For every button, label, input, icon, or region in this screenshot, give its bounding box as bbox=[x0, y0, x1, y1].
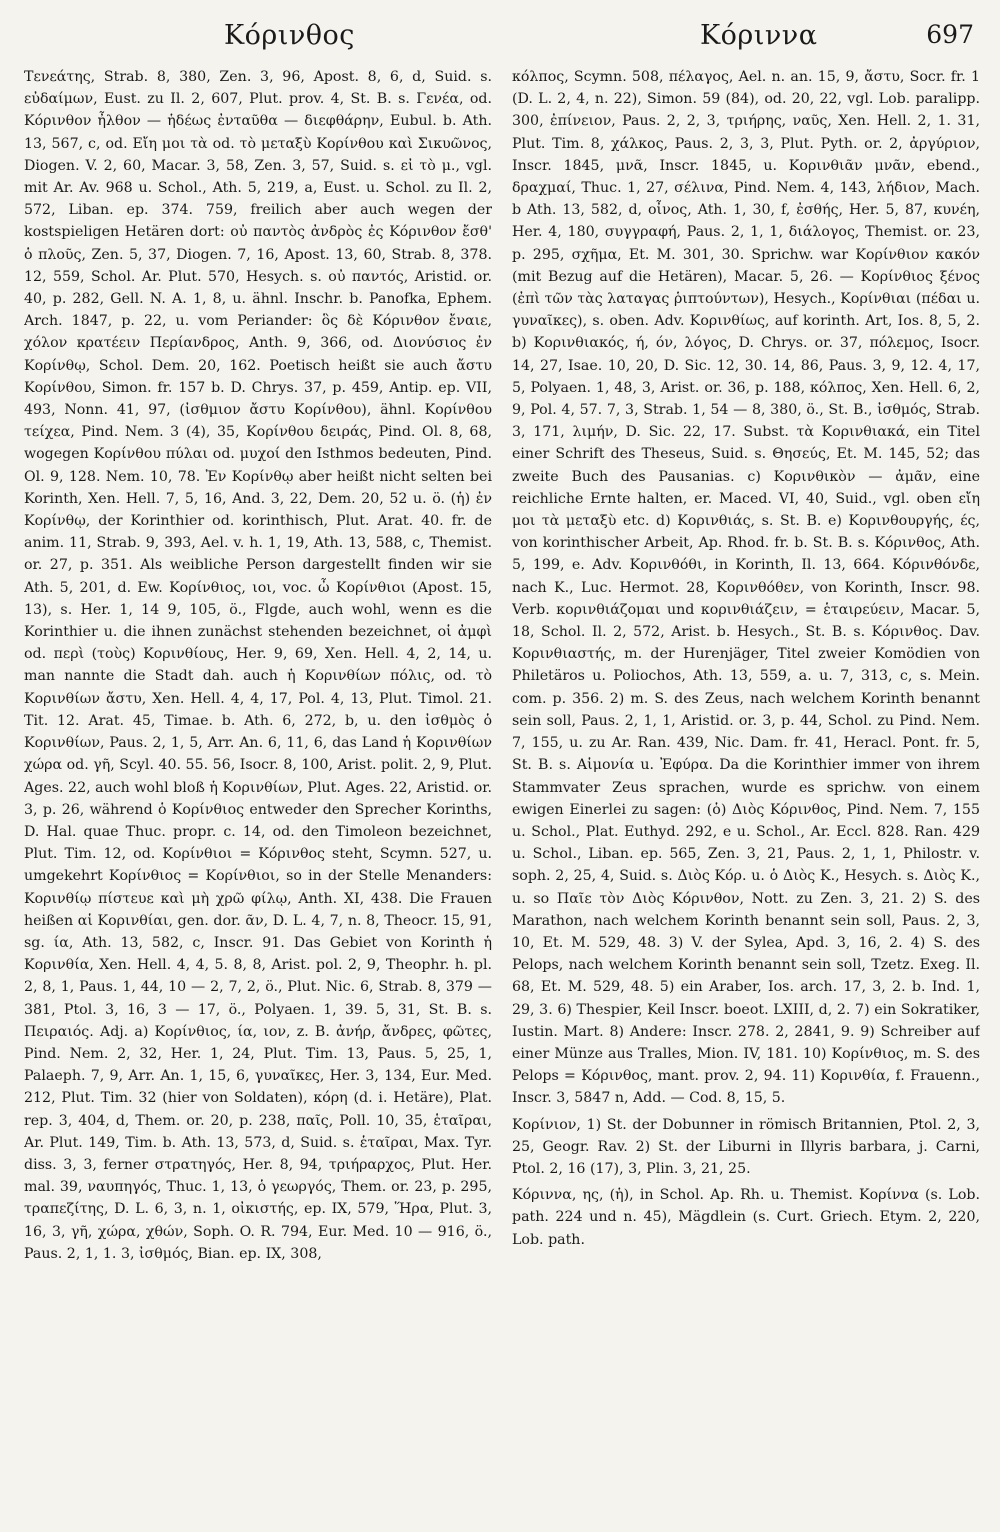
left-column-entry-text: Τενεάτης, Strab. 8, 380, Zen. 3, 96, Apost. 8, 6, d, Suid. s. εὐδαίμων, Eust. zu Il. 2, 607, Plut. prov. 4, St. B. s. Γενέα, od. Κόρινθον ἦλθον — ἡδέως ἐνταῦθα — διεφθάρην, Eubul. b. Ath. 13, 567, c, od. Εἴη μοι τὰ od. τὸ μεταξὺ Κορίνθου καὶ Σικυῶνος, Diogen. V. 2, 60, Macar. 3, 58, Zen. 3, 57, Suid. s. εἰ τὸ μ., vgl. mit Ar. Av. 968 u. Schol., Ath. 5, 219, a, Eust. u. Schol. zu Il. 2, 572, Liban. ep. 374. 759, freilich aber auch wegen der kostspieligen Hetären dort: οὐ παντὸς ἀνδρὸς ἐς Κόρινθον ἔσθ' ὁ πλοῦς, Zen. 5, 37, Diogen. 7, 16, Apost. 13, 60, Strab. 8, 378. 12, 559, Schol. Ar. Plut. 570, Hesych. s. οὐ παντός, Aristid. or. 40, p. 282, Gell. N. A. 1, 8, u. ähnl. Inschr. b. Panofka, Ephem. Arch. 1847, p. 22, u. vom Periander: ὃς δὲ Κόρινθον ἔναιε, χόλον κρατέειν Περίανδρος, Anth. 9, 366, od. Διονύσιος ἐν Κορίνθῳ, Schol. Dem. 20, 162. Poetisch heißt sie auch ἄστυ Κορίνθου, Simon. fr. 157 b. D. Chrys. 37, p. 459, Antip. ep. VII, 493, Nonn. 41, 97, (ἰσθμιον ἄστυ Κορίνθου), ähnl. Κορίνθου τείχεα, Pind. Nem. 3 (4), 35, Κορίνθου δειράς, Pind. Ol. 8, 68, wogegen Κορίνθου πύλαι od. μυχοί den Isthmos bedeuten, Pind. Ol. 9, 128. Nem. 10, 78. Ἐν Κορίνθῳ aber heißt nicht selten bei Korinth, Xen. Hell. 7, 5, 16, And. 3, 22, Dem. 20, 52 u. ö. (ἡ) ἐν Κορίνθῳ, der Korinthier od. korinthisch, Plut. Arat. 40. fr. de anim. 11, Strab. 9, 393, Ael. v. h. 1, 19, Ath. 13, 588, c, Themist. or. 27, p. 351. Als weibliche Person dargestellt finden wir sie Ath. 5, 201, d. Ew. Κορίνθιος, ιοι, voc. ὦ Κορίνθιοι (Apost. 15, 13), s. Her. 1, 14 9, 105, ö., Flgde, auch wohl, wenn es die Korinthier u. die ihnen zunächst stehenden bezeichnet, οἱ ἀμφὶ od. περὶ (τοὺς) Κορινθίους, Her. 9, 69, Xen. Hell. 4, 2, 14, u. man nannte die Stadt dah. auch ἡ Κορινθίων πόλις, od. τὸ Κορινθίων ἄστυ, Xen. Hell. 4, 4, 17, Pol. 4, 13, Plut. Timol. 21. Tit. 12. Arat. 45, Timae. b. Ath. 6, 272, b, u. den ἰσθμὸς ὁ Κορινθίων, Paus. 2, 1, 5, Arr. An. 6, 11, 6, das Land ἡ Κορινθίων χώρα od. γῆ, Scyl. 40. 55. 56, Isocr. 8, 100, Arist. polit. 2, 9, Plut. Ages. 22, auch wohl bloß ἡ Κορινθίων, Plut. Ages. 22, Aristid. or. 3, p. 26, während ὁ Κορίνθιος entweder den Sprecher Korinths, D. Hal. quae Thuc. propr. c. 14, od. den Timoleon bezeichnet, Plut. Tim. 12, od. Κορίνθιοι = Κόρινθος steht, Scymn. 527, u. umgekehrt Κορίνθιος = Κορίνθιοι, so in der Stelle Menanders: Κορινθίῳ πίστευε καὶ μὴ χρῶ φίλῳ, Anth. XI, 438. Die Frauen heißen αἱ Κορινθίαι, gen. dor. ᾶν, D. L. 4, 7, n. 8, Theocr. 15, 91, sg. ία, Ath. 13, 582, c, Inscr. 91. Das Gebiet von Korinth ἡ Κορινθία, Xen. Hell. 4, 4, 5. 8, 8, Arist. pol. 2, 9, Theophr. h. pl. 2, 8, 1, Paus. 1, 44, 10 — 2, 7, 2, ö., Plut. Nic. 6, Strab. 8, 379 — 381, Ptol. 3, 16, 3 — 17, ö., Polyaen. 1, 39. 5, 31, St. B. s. Πειραιός. Adj. a) Κορίνθιος, ία, ιον, z. B. ἀνήρ, ἄνδρες, φῶτες, Pind. Nem. 2, 32, Her. 1, 24, Plut. Tim. 13, Paus. 5, 25, 1, Palaeph. 7, 9, Arr. An. 1, 15, 6, γυναῖκες, Her. 3, 134, Eur. Med. 212, Plut. Tim. 32 (hier von Soldaten), κόρη (d. i. Hetäre), Plat. rep. 3, 404, d, Them. or. 20, p. 238, παῖς, Poll. 10, 35, ἑταῖραι, Ar. Plut. 149, Tim. b. Ath. 13, 573, d, Suid. s. ἑταῖραι, Max. Tyr. diss. 3, 3, ferner στρατηγός, Her. 8, 94, τριήραρχος, Plut. Her. mal. 39, ναυπηγός, Thuc. 1, 13, ὁ γεωργός, Them. or. 23, p. 295, τραπεζίτης, D. L. 6, 3, n. 1, οἰκιστής, ep. IX, 579, Ἥρα, Plut. 3, 16, 3, γῆ, χώρα, χθών, Soph. O. R. 794, Eur. Med. 10 — 916, ö., Paus. 2, 1, 1. 3, ἰσθμός, Bian. ep. IX, 308, bbox=[24, 69, 492, 1262]
entry-korinna: Κόριννα, ης, (ἡ), in Schol. Ap. Rh. u. Themist. Κορίννα (s. Lob. path. 224 und n. 45), Mägdlein (s. Curt. Griech. Etym. 2, 220, Lob. path. bbox=[512, 1187, 980, 1248]
right-column-entry-text: κόλπος, Scymn. 508, πέλαγος, Ael. n. an. 15, 9, ἄστυ, Socr. fr. 1 (D. L. 2, 4, n. 22), Simon. 59 (84), od. 20, 22, vgl. Lob. paralipp. 300, ἐπίνειον, Paus. 2, 2, 3, τριήρης, ναῦς, Xen. Hell. 2, 1. 31, Plut. Tim. 8, χάλκος, Paus. 2, 3, 3, Plut. Pyth. or. 2, ἀργύριον, Inscr. 1845, μνᾶ, Inscr. 1845, u. Κορινθιᾶν μνᾶν, ebend., δραχμαί, Thuc. 1, 27, σέλινα, Pind. Nem. 4, 143, λήδιον, Mach. b Ath. 13, 582, d, οἶνος, Ath. 1, 30, f, ἐσθής, Her. 5, 87, κυνέη, Her. 4, 180, συγγραφή, Paus. 2, 1, 1, διάλογος, Themist. or. 23, p. 295, σχῆμα, Et. M. 301, 30. Sprichw. war Κορίνθιον κακόν (mit Bezug auf die Hetären), Macar. 5, 26. — Κορίνθιος ξένος (ἐπὶ τῶν τὰς λαταγας ῥιπτούντων), Hesych., Κορίνθιαι (πέδαι u. γυναῖκες), s. oben. Adv. Κορινθίως, auf korinth. Art, Ios. 8, 5, 2. b) Κορινθιακός, ή, όν, λόγος, D. Chrys. or. 37, πόλεμος, Isocr. 14, 27, Isae. 10, 20, D. Sic. 12, 30. 14, 86, Paus. 3, 9, 12. 4, 17, 5, Polyaen. 1, 48, 3, Arist. or. 36, p. 188, κόλπος, Xen. Hell. 6, 2, 9, Pol. 4, 57. 7, 3, Strab. 1, 54 — 8, 380, ö., St. B., ἰσθμός, Strab. 3, 171, λιμήν, D. Sic. 22, 17. Subst. τὰ Κορινθιακά, ein Titel einer Schrift des Theseus, Suid. s. Θησεύς, Et. M. 145, 52; das zweite Buch des Pausanias. c) Κορινθικὸν — ἀμᾶν, eine reichliche Ernte halten, er. Maced. VI, 40, Suid., vgl. oben εἴη μοι τὰ μεταξὺ etc. d) Κορινθιάς, s. St. B. e) Κορινθουργής, ές, von korinthischer Arbeit, Ap. Rhod. fr. b. St. B. s. Κόρινθος, Ath. 5, 199, e. Adv. Κορινθόθι, in Korinth, Il. 13, 664. Κόρινθόνδε, nach K., Luc. Hermot. 28, Κορινθόθεν, von Korinth, Inscr. 98. Verb. κορινθιάζομαι und κορινθιάζειν, = ἑταιρεύειν, Macar. 5, 18, Schol. Il. 2, 572, Arist. b. Hesych., St. B. s. Κόρινθος. Dav. Κορινθιαστής, m. der Hurenjäger, Titel zweier Komödien von Philetäros u. Poliochos, Ath. 13, 559, a. u. 7, 313, c, s. Mein. com. p. 356. 2) m. S. des Zeus, nach welchem Korinth benannt sein soll, Paus. 2, 1, 1, Aristid. or. 3, p. 44, Schol. zu Pind. Nem. 7, 155, u. zu Ar. Ran. 439, Nic. Dam. fr. 41, Heracl. Pont. fr. 5, St. B. s. Αἱμονία u. Ἐφύρα. Da die Korinthier immer von ihrem Stammvater Zeus sprachen, wurde es sprichw. von einem ewigen Einerlei zu sagen: (ὁ) Διὸς Κόρινθος, Pind. Nem. 7, 155 u. Schol., Plat. Euthyd. 292, e u. Schol., Ar. Eccl. 828. Ran. 429 u. Schol., Liban. ep. 565, Zen. 3, 21, Paus. 2, 1, 1, Philostr. v. soph. 2, 25, 4, Suid. s. Διὸς Κόρ. u. ὁ Διὸς Κ., Hesych. s. Διὸς Κ., u. so Παῖε τὸν Διὸς Κόρινθον, Nott. zu Zen. 3, 21. 2) S. des Marathon, nach welchem Korinth benannt sein soll, Paus. 2, 3, 10, Et. M. 529, 48. 3) V. der Sylea, Apd. 3, 16, 2. 4) S. des Pelops, nach welchem Korinth benannt sein soll, Tzetz. Exeg. Il. 68, Et. M. 529, 48. 5) ein Araber, Ios. arch. 17, 3, 2. b. Ind. 1, 29, 3. 6) Thespier, Keil Inscr. boeot. LXIII, d, 2. 7) ein Sokratiker, Iustin. Mart. 8) Andere: Inscr. 278. 2, 2841, 9. 9) Schreiber auf einer Münze aus Tralles, Mion. IV, 181. 10) Κορίνθιος, m. S. des Pelops = Κόρινθος, mant. prov. 2, 94. 11) Κορινθία, f. Frauenn., Inscr. 3, 5847 n, Add. — Cod. 8, 15, 5. bbox=[512, 69, 980, 1107]
right-running-headword: Κόριννα bbox=[700, 20, 818, 51]
text-columns bbox=[24, 66, 980, 1526]
page-number: 697 bbox=[926, 20, 974, 49]
left-column bbox=[24, 66, 492, 1526]
right-column bbox=[512, 66, 980, 1526]
page-header bbox=[24, 14, 980, 72]
left-running-headword: Κόρινθος bbox=[224, 20, 355, 51]
entry-korinion: Κορίνιον, 1) St. der Dobunner in römisch Britannien, Ptol. 2, 3, 25, Geogr. Rav. 2) St. der Liburni in Illyris barbara, j. Carni, Ptol. 2, 16 (17), 3, Plin. 3, 21, 25. bbox=[512, 1116, 980, 1177]
